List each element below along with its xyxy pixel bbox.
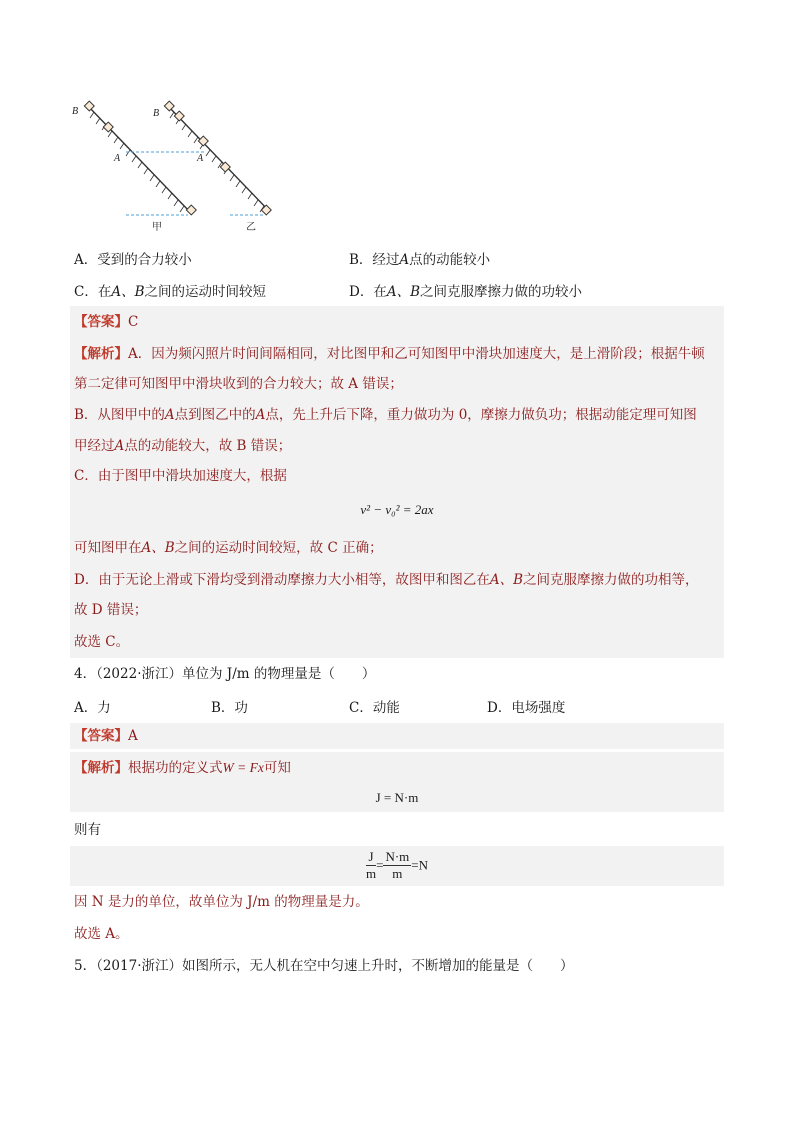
- block: [186, 205, 196, 215]
- q4-option-d: D．电场强度: [487, 700, 566, 716]
- q3-analysis-line-9: 故选 C。: [74, 634, 130, 650]
- answer-value: C: [128, 314, 139, 330]
- q4-choose: 故选 A。: [74, 926, 129, 942]
- eq-result: =N: [411, 857, 429, 873]
- frac-1-num: J: [366, 849, 376, 866]
- analysis-3-post: 点，先上升后下降，重力做功为 0，摩擦力做负功；根据动能定理可知图: [265, 407, 697, 423]
- analysis-6-post: 之间的运动时间较短，故 C 正确；: [174, 540, 383, 556]
- q4-option-a: A．力: [74, 700, 111, 716]
- frac-1: [366, 849, 376, 882]
- q3-analysis-line-5: C．由于图甲中滑块加速度大，根据: [74, 468, 287, 484]
- label-a-right: A: [197, 153, 204, 164]
- q4-analysis-line-1: [74, 758, 291, 778]
- label-b-right: B: [153, 108, 160, 119]
- q3-option-d-post: 之间克服摩擦力做的功较小: [420, 284, 582, 300]
- analysis-4-var: A: [114, 438, 125, 454]
- block: [261, 205, 271, 215]
- block: [174, 111, 184, 121]
- caption-right: 乙: [246, 222, 256, 233]
- q3-option-c: [74, 280, 266, 300]
- q3-option-b-pre: B．经过: [349, 252, 400, 268]
- analysis-3-pre: B．从图甲中的: [74, 407, 165, 423]
- block: [84, 101, 94, 111]
- block: [164, 101, 174, 111]
- analysis-3-mid: 点到图乙中的: [174, 407, 256, 423]
- q3-analysis-line-3: [74, 405, 697, 425]
- q3-analysis-line-4: [74, 436, 291, 456]
- answer-value: A: [128, 728, 138, 744]
- q3-analysis-line-8: 故 D 错误；: [74, 602, 148, 618]
- analysis-formula: W = Fx: [222, 760, 264, 775]
- analysis-7-post: 之间克服摩擦力做的功相等，: [523, 572, 699, 588]
- q4-frac-eq: [70, 849, 724, 882]
- q4-then: 则有: [74, 822, 101, 838]
- incline-figure: [70, 100, 290, 235]
- analysis-4-post: 点的动能较大，故 B 错误；: [124, 438, 292, 454]
- frac-1-den: m: [365, 866, 377, 881]
- q3-analysis-line-2: 第二定律可知图甲中滑块收到的合力较大；故 A 错误；: [74, 376, 403, 392]
- q3-answer: [74, 312, 138, 332]
- q4-eq1: J = N·m: [375, 790, 419, 805]
- analysis-7-pre: D．由于无论上滑或下滑均受到滑动摩擦力大小相等，故图甲和图乙在: [74, 572, 490, 588]
- analysis-6-var: A、B: [141, 540, 175, 556]
- analysis-3-var: A: [164, 407, 175, 423]
- q4-option-c: C．动能: [349, 700, 400, 716]
- q3-option-b-post: 点的动能较小: [409, 252, 491, 268]
- q3-option-b: [349, 248, 490, 268]
- incline-right: [153, 101, 271, 233]
- analysis-tag: 【解析】: [74, 760, 128, 776]
- q4-conclusion: 因 N 是力的单位，故单位为 J/m 的物理量是力。: [74, 894, 369, 910]
- analysis-text-post: 可知: [263, 760, 291, 776]
- analysis-tag: 【解析】: [74, 346, 128, 362]
- block: [220, 162, 230, 172]
- q3-analysis-line-7: [74, 570, 699, 590]
- q3-option-c-post: 之间的运动时间较短: [144, 284, 267, 300]
- caption-left: 甲: [152, 222, 162, 233]
- answer-tag: 【答案】: [74, 314, 128, 330]
- q4-answer-band: [70, 723, 724, 749]
- analysis-4-pre: 甲经过: [74, 438, 115, 454]
- q3-option-c-var: A、B: [111, 284, 145, 300]
- frac-2: [383, 849, 411, 882]
- analysis-text: 根据功的定义式: [128, 760, 223, 776]
- q3-analysis-line-6: [74, 538, 383, 558]
- label-b-left: B: [72, 106, 79, 117]
- incline-left: [72, 101, 196, 233]
- analysis-7-var: A、B: [489, 572, 523, 588]
- analysis-text: A．因为频闪照片时间间隔相同，对比图甲和乙可知图甲中滑块加速度大，是上滑阶段；根据牛顿: [128, 346, 705, 362]
- q4-stem: 4．（2022·浙江）单位为 J/m 的物理量是（ ）: [74, 666, 376, 682]
- q3-option-a: A．受到的合力较小: [74, 252, 192, 268]
- eq-sign: =: [376, 857, 384, 873]
- q3-option-d-pre: D．在: [349, 284, 387, 300]
- analysis-6-pre: 可知图甲在: [74, 540, 142, 556]
- q5-stem: 5．（2017·浙江）如图所示，无人机在空中匀速上升时，不断增加的能量是（ ）: [74, 958, 574, 974]
- q3-formula: v² − v₀² = 2ax: [360, 502, 434, 517]
- q4-option-b: B．功: [211, 700, 248, 716]
- answer-tag: 【答案】: [74, 728, 128, 744]
- q3-option-c-pre: C．在: [74, 284, 112, 300]
- analysis-3-var2: A: [255, 407, 266, 423]
- q4-answer: [74, 726, 138, 746]
- block: [198, 136, 208, 146]
- q3-option-d-var: A、B: [386, 284, 420, 300]
- q3-option-d: [349, 280, 582, 300]
- frac-2-num: N·m: [385, 849, 410, 864]
- frac-2-den: m: [392, 866, 403, 881]
- q3-option-b-var: A: [399, 252, 410, 268]
- q3-analysis-line-1: [74, 344, 705, 364]
- label-a-left: A: [114, 153, 121, 164]
